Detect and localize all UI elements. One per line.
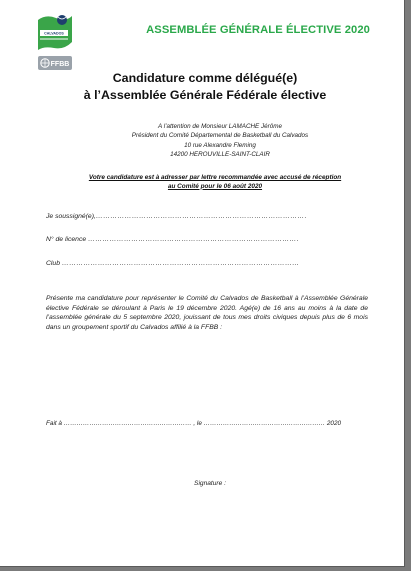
recipient-address	[70, 122, 370, 160]
address-line: Président du Comité Départemental de Basketball du Calvados	[131, 132, 309, 140]
header-title: ASSEMBLÉE GÉNÉRALE ÉLECTIVE 2020	[146, 24, 370, 36]
document-title	[40, 70, 370, 104]
license-field-label: N° de licence	[46, 236, 87, 243]
license-field-dots: …………………………………………………………………………….	[88, 236, 300, 243]
notice-line: Votre candidature est à adresser par lettre recommandée avec accusé de réception	[88, 174, 342, 181]
title-line-1: Candidature comme délégué(e)	[112, 71, 298, 85]
club-field-label: Club	[46, 260, 60, 267]
name-field[interactable]	[46, 213, 307, 220]
club-field[interactable]	[46, 260, 299, 267]
candidacy-statement: Présente ma candidature pour représenter le Comité du Calvados de Basketball à l’Assemblée Générale élective Fédérale se déroulant à Paris le 19 décembre 2020. Agé(e) de 16 ans au moins à la date de l’assemblée générale du 5 septembre 2020, jouissant de tous mes droits civiques depuis plus de 6 mois dans un groupement sportif du Calvados affilié à la FFBB :	[46, 295, 368, 332]
logo-sub-text: CALVADOS	[44, 31, 64, 36]
address-line: 10 rue Alexandre Fleming	[184, 141, 256, 149]
submission-notice	[60, 174, 370, 192]
logo-ffbb-text: FFBB	[50, 61, 70, 68]
license-number-field[interactable]	[46, 236, 299, 243]
title-line-2: à l’Assemblée Générale Fédérale élective	[83, 88, 327, 102]
club-field-dots: ………………………………………………………………………………………	[61, 260, 300, 267]
address-line: A l’attention de Monsieur LAMACHE Jérôme	[157, 123, 282, 130]
name-field-dots: …………………………………………………………………………….	[95, 213, 307, 220]
address-line: 14200 HEROUVILLE-SAINT-CLAIR	[170, 151, 270, 159]
notice-line: au Comité pour le 06 août 2020	[167, 182, 263, 190]
signature-label: Signature :	[194, 480, 226, 487]
name-field-label: Je soussigné(e),	[46, 213, 96, 220]
place-date-line[interactable]: Fait à …………………………………………………… , le ………………………………………………… 2020	[46, 420, 342, 427]
